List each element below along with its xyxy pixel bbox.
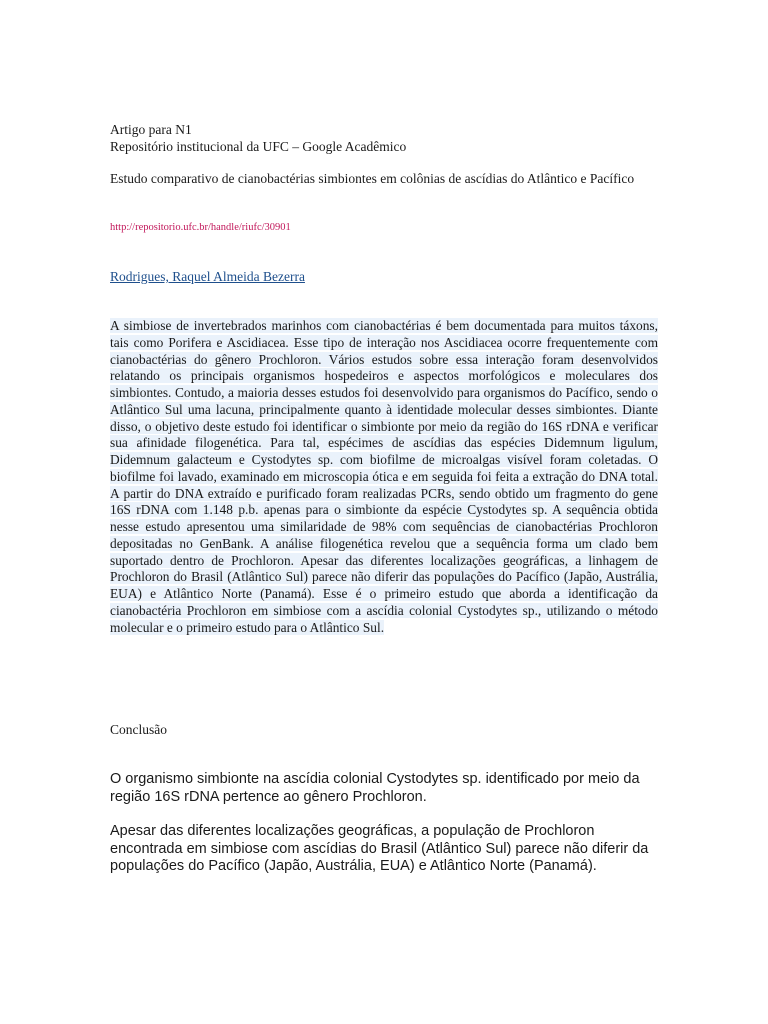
abstract-text: A simbiose de invertebrados marinhos com cianobactérias é bem documentada para muitos táxons, tais como Porifera e Ascidiacea. Esse tipo de interação nos Ascidiacea ocorre frequentemente com cianobactérias do gênero Prochloron. Vários estudos sobre essa interação foram desenvolvidos relatando os principais organismos hospedeiros e aspectos morfológicos e moleculares dos simbiontes. Contudo, a maioria desses estudos foi desenvolvido para organismos do Pacífico, sendo o Atlântico Sul uma lacuna, principalmente quanto à identidade molecular desses simbiontes. Diante disso, o objetivo deste estudo foi identificar o simbionte por meio da região do 16S rDNA e verificar sua afinidade filogenética. Para tal, espécimes de ascídias das espécies Didemnum ligulum, Didemnum galacteum e Cystodytes sp. com biofilme de microalgas visível foram coletadas. O biofilme foi lavado, examinado em microscopia ótica e em seguida foi feita a extração do DNA total. A partir do DNA extraído e purificado foram realizadas PCRs, sendo obtido um fragmento do gene 16S rDNA com 1.148 p.b. apenas para o simbionte da espécie Cystodytes sp. A sequência obtida nesse estudo apresentou uma similaridade de 98% com sequências de cianobactérias Prochloron depositadas no GenBank. A análise filogenética revelou que a sequência forma um clado bem suportado dentro de Prochloron. Apesar das diferentes localizações geográficas, a linhagem de Prochloron do Brasil (Atlântico Sul) parece não diferir das populações do Pacífico (Japão, Austrália, EUA) e Atlântico Norte (Panamá). Esse é o primeiro estudo que aborda a identificação da cianobactéria Prochloron em simbiose com a ascídia colonial Cystodytes sp., utilizando o método molecular e o primeiro estudo para o Atlântico Sul. — [110, 318, 658, 635]
article-url-link[interactable]: http://repositorio.ufc.br/handle/riufc/30901 — [110, 222, 291, 233]
header-line-2: Repositório institucional da UFC – Google Acadêmico — [110, 139, 407, 154]
conclusion-heading: Conclusão — [110, 722, 167, 737]
conclusion-paragraph-2: Apesar das diferentes localizações geográficas, a população de Prochloron encontrada em simbiose com ascídias do Brasil (Atlântico Sul) parece não diferir da populações do Pacífico (Japão, Austrália, EUA) e Atlântico Norte (Panamá). — [110, 823, 649, 874]
article-title: Estudo comparativo de cianobactérias simbiontes em colônias de ascídias do Atlântico e Pacífico — [110, 171, 635, 186]
conclusion-paragraph-1: O organismo simbionte na ascídia colonial Cystodytes sp. identificado por meio da região 16S rDNA pertence ao gênero Prochloron. — [110, 771, 640, 805]
abstract-paragraph — [110, 318, 658, 636]
author-link[interactable]: Rodrigues, Raquel Almeida Bezerra — [110, 269, 305, 284]
header-line-1: Artigo para N1 — [110, 122, 192, 137]
